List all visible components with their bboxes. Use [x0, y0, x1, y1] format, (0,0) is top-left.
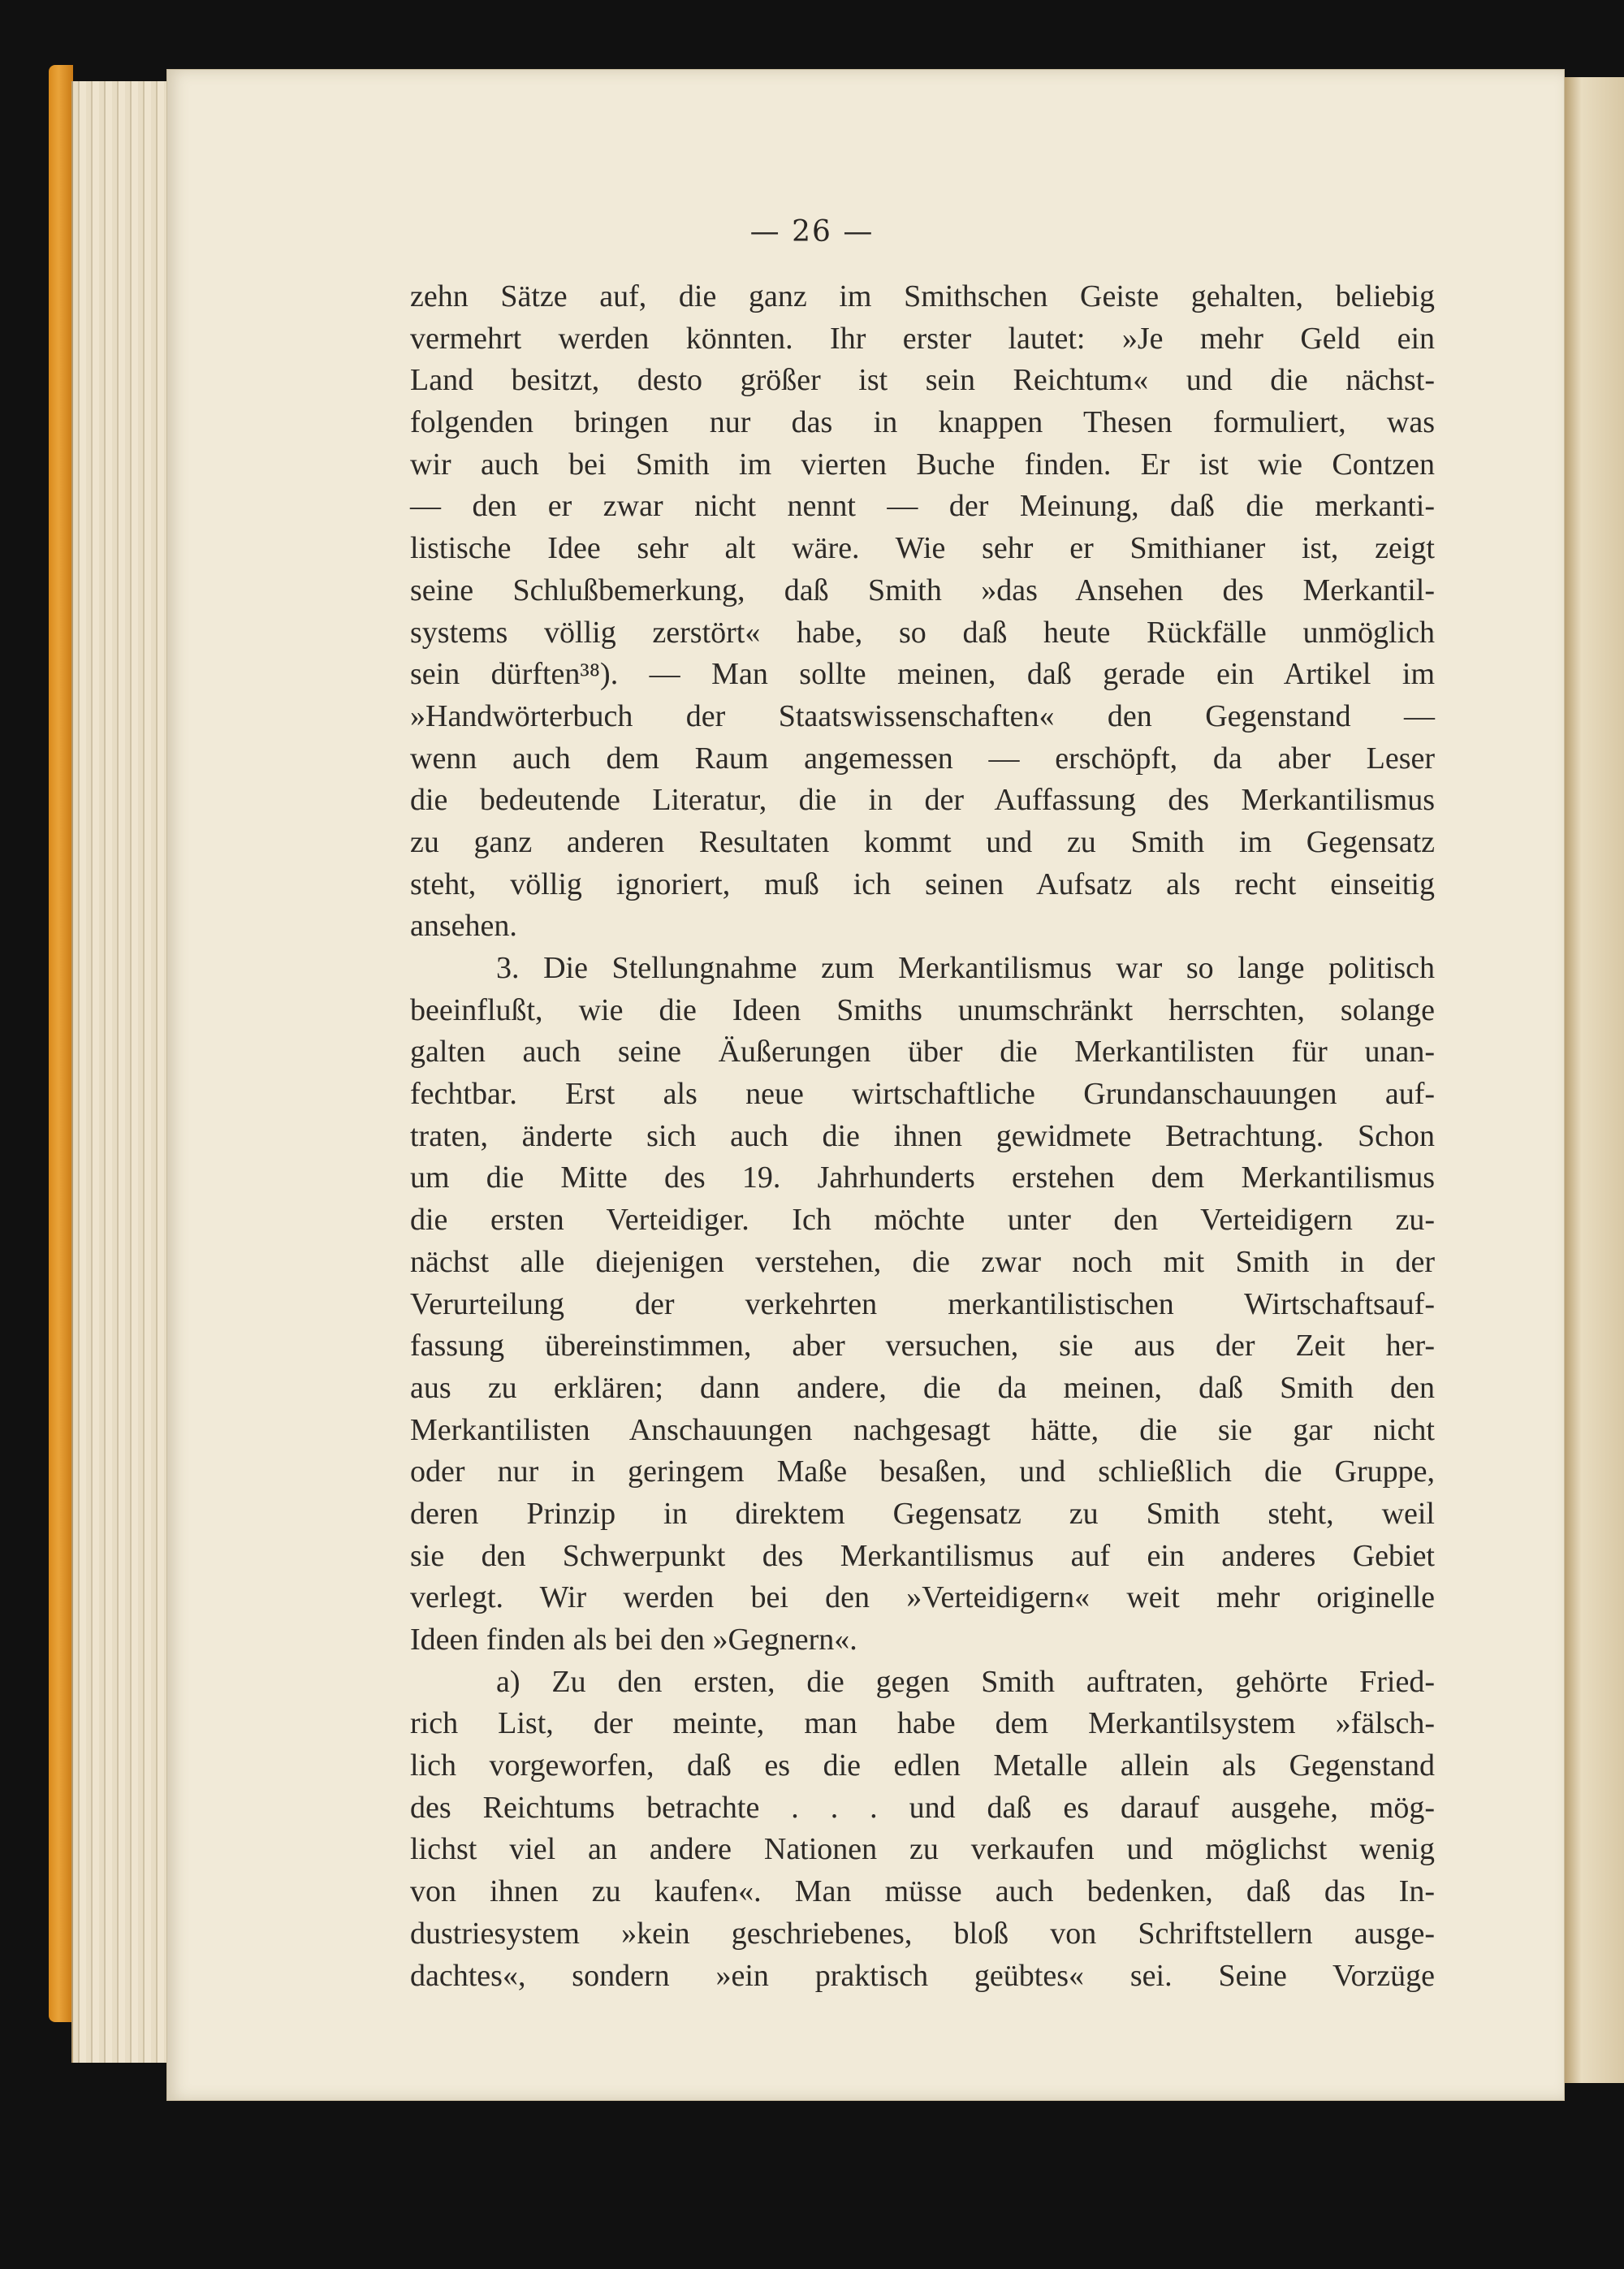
book-edge [49, 65, 73, 2022]
page-number: — 26 — [749, 215, 875, 249]
text-line: 3. Die Stellungnahme zum Merkantilismus war so lange politisch [496, 951, 1435, 985]
text-line: folgenden bringen nur das in knappen Thesen formuliert, was [410, 405, 1435, 440]
text-line: beeinflußt, wie die Ideen Smiths unumschränkt herrschten, solange [410, 992, 1435, 1027]
text-line: galten auch seine Äußerungen über die Merkantilisten für unan- [410, 1035, 1435, 1070]
text-line: lichst viel an andere Nationen zu verkaufen und möglichst wenig [410, 1832, 1435, 1867]
text-line: wenn auch dem Raum angemessen — erschöpft, da aber Leser [410, 741, 1435, 776]
text-line: systems völlig zerstört« habe, so daß heute Rückfälle unmöglich [410, 615, 1435, 650]
text-line: deren Prinzip in direktem Gegensatz zu Smith steht, weil [410, 1496, 1435, 1531]
text-line: Merkantilisten Anschauungen nachgesagt hätte, die sie gar nicht [410, 1412, 1435, 1447]
text-line: vermehrt werden könnten. Ihr erster lautet: »Je mehr Geld ein [410, 321, 1435, 356]
text-line: fassung übereinstimmen, aber versuchen, sie aus der Zeit her- [410, 1329, 1435, 1364]
text-line: steht, völlig ignoriert, muß ich seinen Aufsatz als recht einseitig [410, 867, 1435, 901]
text-line: verlegt. Wir werden bei den »Verteidigern« weit mehr originelle [410, 1580, 1435, 1615]
text-line: sein dürften³⁸). — Man sollte meinen, daß gerade ein Artikel im [410, 657, 1435, 692]
text-line: oder nur in geringem Maße besaßen, und schließlich die Gruppe, [410, 1454, 1435, 1489]
text-line: zehn Sätze auf, die ganz im Smithschen Geiste gehalten, beliebig [410, 279, 1435, 313]
text-line: dachtes«, sondern »ein praktisch geübtes« sei. Seine Vorzüge [410, 1958, 1435, 1993]
text-line: dustriesystem »kein geschriebenes, bloß von Schriftstellern ausge- [410, 1916, 1435, 1951]
text-line: fechtbar. Erst als neue wirtschaftliche Grundanschauungen auf- [410, 1077, 1435, 1112]
text-line: seine Schlußbemerkung, daß Smith »das Ansehen des Merkantil- [410, 573, 1435, 607]
text-line: Verurteilung der verkehrten merkantilistischen Wirtschaftsauf- [410, 1286, 1435, 1321]
text-line: nächst alle diejenigen verstehen, die zwar noch mit Smith in der [410, 1244, 1435, 1279]
text-line: sie den Schwerpunkt des Merkantilismus auf ein anderes Gebiet [410, 1538, 1435, 1573]
text-line: um die Mitte des 19. Jahrhunderts erstehen dem Merkantilismus [410, 1160, 1435, 1195]
text-line: traten, änderte sich auch die ihnen gewidmete Betrachtung. Schon [410, 1118, 1435, 1153]
text-line: Land besitzt, desto größer ist sein Reichtum« und die nächst- [410, 363, 1435, 398]
text-line: Ideen finden als bei den »Gegnern«. [410, 1623, 857, 1657]
text-line: lich vorgeworfen, daß es die edlen Metalle allein als Gegenstand [410, 1748, 1435, 1783]
text-line: rich List, der meinte, man habe dem Merkantilsystem »fälsch- [410, 1706, 1435, 1741]
text-line: — den er zwar nicht nennt — der Meinung, daß die merkanti- [410, 489, 1435, 524]
text-line: des Reichtums betrachte . . . und daß es darauf ausgehe, mög- [410, 1790, 1435, 1825]
text-line: listische Idee sehr alt wäre. Wie sehr er Smithianer ist, zeigt [410, 531, 1435, 566]
text-line: die bedeutende Literatur, die in der Auffassung des Merkantilismus [410, 783, 1435, 818]
text-line: die ersten Verteidiger. Ich möchte unter den Verteidigern zu- [410, 1203, 1435, 1238]
text-line: zu ganz anderen Resultaten kommt und zu Smith im Gegensatz [410, 824, 1435, 859]
facing-page-edge [1563, 77, 1624, 2083]
text-line: ansehen. [410, 909, 517, 944]
text-line: a) Zu den ersten, die gegen Smith auftraten, gehörte Fried- [496, 1664, 1435, 1699]
text-line: aus zu erklären; dann andere, die da meinen, daß Smith den [410, 1370, 1435, 1405]
text-line: wir auch bei Smith im vierten Buche finden. Er ist wie Contzen [410, 447, 1435, 482]
text-line: von ihnen zu kaufen«. Man müsse auch bedenken, daß das In- [410, 1874, 1435, 1909]
text-line: »Handwörterbuch der Staatswissenschaften« den Gegenstand — [410, 698, 1435, 733]
body-text [410, 276, 1435, 1997]
